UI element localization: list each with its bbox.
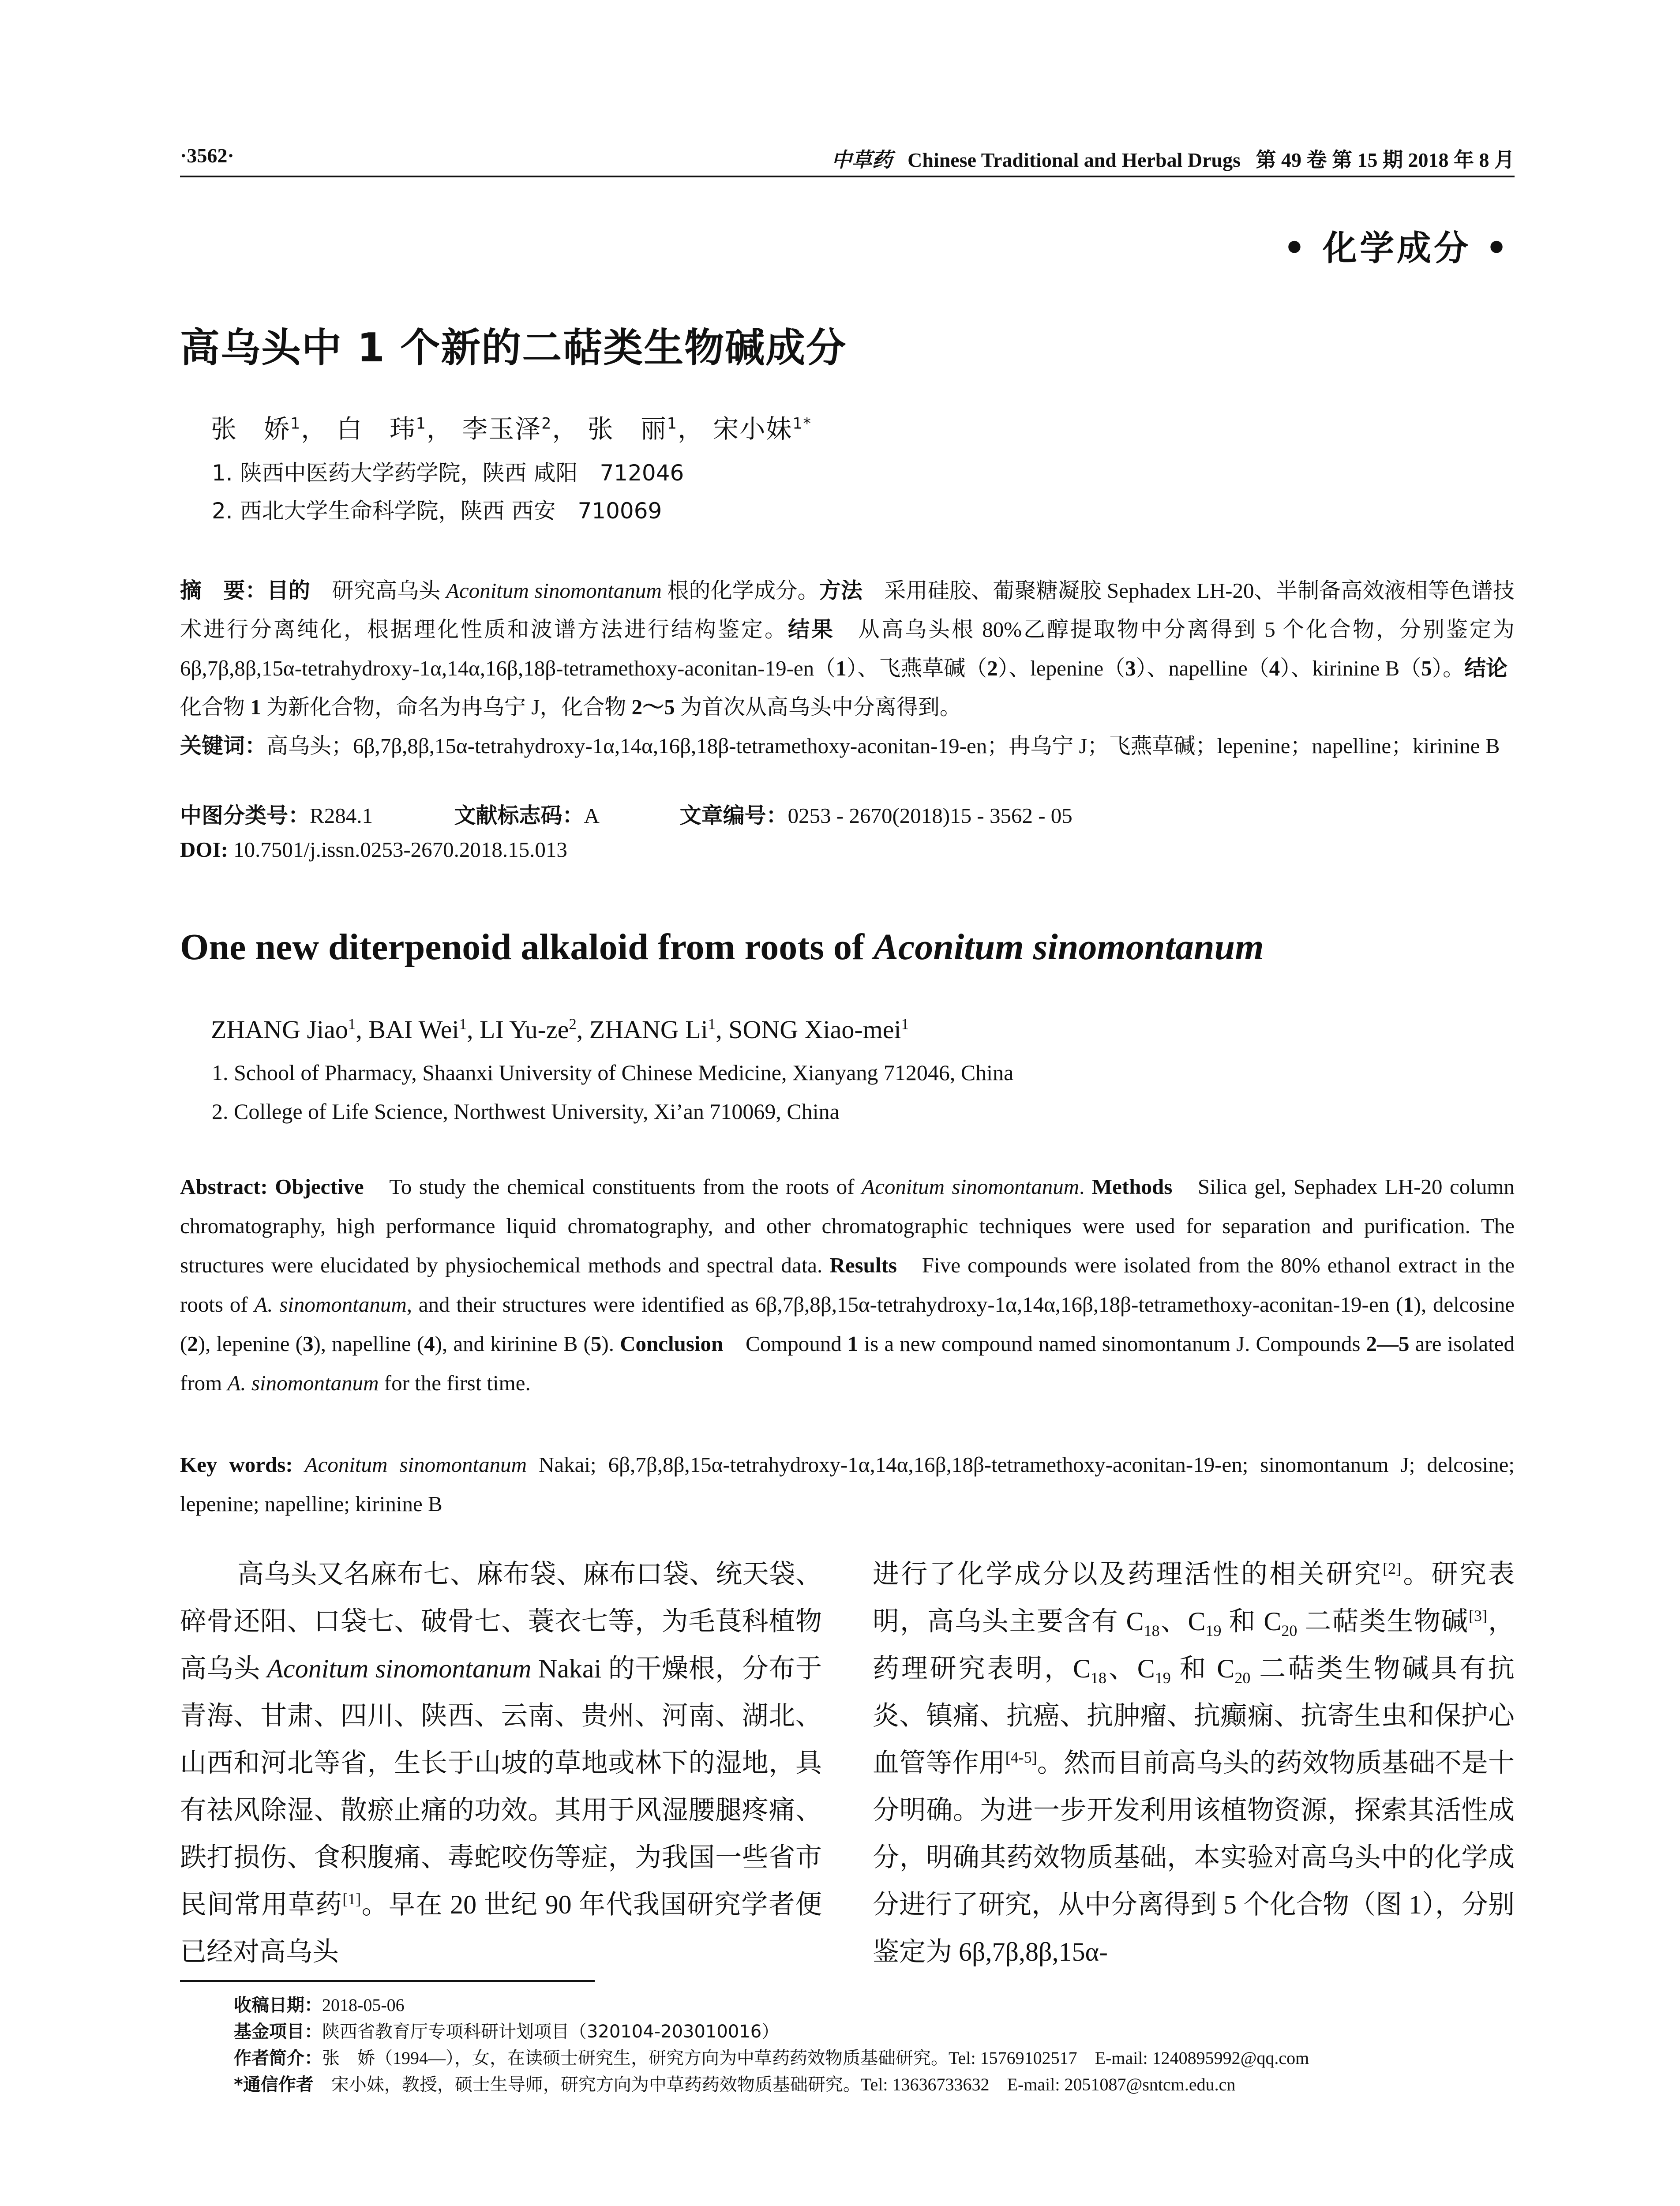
species-name: Aconitum sinomontanum xyxy=(304,1452,527,1477)
running-header xyxy=(180,140,1515,172)
results-text: ）、napelline（ xyxy=(1136,656,1269,680)
authors-en: ZHANG Jiao$^1$, BAI Wei$^1$, LI $Yu-ze^2$, ZHANG Li$^1$, SONG Xiao-mei$^1$ xyxy=(211,1015,909,1044)
results-text: , and their structures were identified as 6β,7β,8β,15α-tetrahydroxy-1α,14α,16β,18β-tetramethoxy-aconitan-19-en ( xyxy=(406,1292,1403,1317)
keywords-en xyxy=(180,1445,1515,1523)
compound-number: 1 xyxy=(250,695,261,719)
compound-number: 5 xyxy=(1421,656,1432,680)
doi-value: 10.7501/j.issn.0253-2670.2018.15.013 xyxy=(228,837,567,862)
title-zh: 高乌头中 1 个新的二萜类生物碱成分 xyxy=(180,325,847,371)
classification-row xyxy=(180,799,1072,829)
objective-label: 目的 xyxy=(266,578,311,603)
results-text: ）。 xyxy=(1432,656,1465,680)
footnote-author xyxy=(234,2044,1309,2069)
compound-number: 1 xyxy=(847,1332,859,1356)
subscript: 20 xyxy=(1234,1669,1251,1687)
body-column-right xyxy=(873,1551,1515,1976)
results-label: 结果 xyxy=(788,617,835,642)
author-en: BAI Wei xyxy=(368,1015,459,1044)
compound-range: 2～5 xyxy=(631,695,675,719)
footnote-received xyxy=(234,1991,405,2016)
footnote-label: 基金项目： xyxy=(234,2022,322,2042)
keywords-label: 关键词： xyxy=(180,733,267,758)
conclusion-label: 结论 xyxy=(1464,656,1508,681)
body-text: 二萜类生物碱具有抗炎、镇痛、抗癌、抗肿瘤、抗癫痫、抗寄生虫和保护心血管等作用 xyxy=(873,1654,1515,1778)
author-sup: 2 xyxy=(569,1015,577,1033)
body-text: 高乌头又名麻布七、麻布袋、麻布口袋、统天袋、碎骨还阳、口袋七、破骨七、蓑衣七等，为毛茛科植物高乌头 xyxy=(180,1560,822,1683)
objective-label: Objective xyxy=(275,1174,364,1199)
citation: [4-5] xyxy=(1005,1748,1037,1766)
species-name: A. sinomontanum xyxy=(227,1371,379,1395)
abstract-en: Abstract: Objective To study the chemical constituents from the roots of Aconitum sinomontanum. Methods Silica gel, Sephadex LH-20 column chromatography, high performance liquid chromatography, and other chromatographic techniques were used for separation and purification. The structures were elucidated by physiochemical methods and spectral data. Results Five compounds were isolated from the 80% ethanol extract in the roots of A. sinomontanum, and their structures were identified as 6β,7β,8β,15α-tetrahydroxy-1α,14α,16β,18β-tetramethoxy-aconitan-19-en (1), delcosine (2), lepenine (3), napelline (4), and kirinine B (5). Conclusion Compound 1 is a new compound named sinomontanum J. Compounds 2—5 are isolated from A. sinomontanum for the first time. xyxy=(180,1174,1515,1395)
conclusion-text: 为新化合物，命名为冉乌宁 J，化合物 xyxy=(261,695,632,719)
body-text: 。早在 20 世纪 90 年代我国研究学者便已经对高乌头 xyxy=(180,1890,822,1966)
compound-range: 2—5 xyxy=(1366,1332,1410,1356)
subscript: 18 xyxy=(1091,1669,1106,1687)
body-text: 二萜类生物碱 xyxy=(1297,1607,1469,1636)
author-sup: 2 xyxy=(541,415,552,433)
results-text: ）、飞燕草碱（ xyxy=(846,656,987,680)
subscript: 19 xyxy=(1155,1669,1171,1687)
results-text: Five compounds were isolated from the 80% ethanol extract in the roots of xyxy=(180,1253,1515,1317)
footnote-value: 2018-05-06 xyxy=(322,1995,405,2015)
body-text: 、C xyxy=(1159,1607,1206,1636)
results-text: ), and kirinine B ( xyxy=(435,1332,591,1356)
author-zh: 白 玮 xyxy=(336,414,416,444)
page-number: ·3562· xyxy=(180,144,234,167)
body-text: 和 C xyxy=(1221,1607,1282,1636)
author-sup: 1 xyxy=(348,1015,356,1033)
abstract-label: 摘 要： xyxy=(180,578,267,603)
author-sup: 1 xyxy=(708,1015,716,1033)
affiliation-zh: 1. 陕西中医药大学药学院，陕西 咸阳 712046 xyxy=(212,460,684,486)
footnote-label: 收稿日期： xyxy=(234,1995,322,2015)
results-text: ), napelline ( xyxy=(313,1332,424,1356)
compound-number: 4 xyxy=(1269,656,1280,680)
compound-number: 2 xyxy=(987,656,998,680)
author-sup: 1 xyxy=(667,415,678,433)
title-en-species: Aconitum sinomontanum xyxy=(873,927,1264,968)
conclusion-text: 化合物 xyxy=(180,656,1530,719)
objective-text: To study the chemical constituents from the roots of xyxy=(364,1174,862,1199)
body-text: Nakai 的干燥根，分布于青海、甘肃、四川、陕西、云南、贵州、河南、湖北、山西和河北等省，生长于山坡的草地或林下的湿地，具有祛风除湿、散瘀止痛的功效。其用于风湿腰腿疼痛、跌打损伤、食积腹痛、毒蛇咬伤等症，为我国一些省市民间常用草药 xyxy=(180,1654,822,1919)
author-en: ZHANG Li xyxy=(589,1015,708,1044)
author-en: LI Yu-ze xyxy=(480,1015,569,1044)
author-zh: 张 丽 xyxy=(587,414,667,444)
author-zh: 张 娇 xyxy=(211,414,291,444)
abstract-label: Abstract: xyxy=(180,1174,275,1199)
methods-text: Silica gel, Sephadex LH-20 column chromatography, high performance liquid chromatography, and other chromatographic techniques were used for separation and purification. The structures were elucidated by physiochemical methods and spectral data. xyxy=(180,1174,1515,1277)
methods-label: 方法 xyxy=(819,578,863,603)
methods-text: 采用硅胶、葡聚糖凝胶 Sephadex LH-20、半制备高效液相等色谱技术进行分离纯化，根据理化性质和波谱方法进行结构鉴定。 xyxy=(180,578,1515,642)
results-text: ), lepenine ( xyxy=(198,1332,303,1356)
journal-info xyxy=(832,144,1515,173)
body-text: 和 C xyxy=(1170,1654,1235,1683)
header-rule xyxy=(180,176,1515,177)
author-sup: 1* xyxy=(792,415,812,433)
doi-row xyxy=(180,837,567,862)
author-en: SONG Xiao-mei xyxy=(728,1015,901,1044)
citation: [2] xyxy=(1383,1560,1402,1577)
objective-text: 研究高乌头 xyxy=(310,578,446,603)
compound-number: 3 xyxy=(1125,656,1136,680)
results-text: ), delcosine ( xyxy=(180,1292,1515,1356)
author-zh: 李玉泽 xyxy=(462,414,542,444)
clc-value: R284.1 xyxy=(310,803,373,828)
author-sup: 1 xyxy=(459,1015,467,1033)
doc-code-value: A xyxy=(584,803,599,828)
conclusion-text: for the first time. xyxy=(379,1371,531,1395)
compound-number: 4 xyxy=(424,1332,435,1356)
methods-label: Methods xyxy=(1091,1174,1173,1199)
body-column-left xyxy=(180,1551,822,1976)
author-sup: 1 xyxy=(290,415,301,433)
conclusion-text: is a new compound named sinomontanum J. Compounds xyxy=(858,1332,1366,1356)
author-en: ZHANG Jiao xyxy=(211,1015,348,1044)
affiliation-en: 2. College of Life Science, Northwest University, Xi’an 710069, China xyxy=(212,1099,840,1124)
footnote-rule xyxy=(180,1980,595,1982)
doc-code-label: 文献标志码： xyxy=(454,803,584,828)
objective-text: 根的化学成分。 xyxy=(661,578,819,603)
conclusion-text: are isolated from xyxy=(180,1332,1515,1395)
footnote-label: 作者简介： xyxy=(234,2048,322,2068)
subscript: 20 xyxy=(1281,1622,1298,1639)
author-sup: 1 xyxy=(416,415,427,433)
footnote-label: *通信作者 xyxy=(234,2075,314,2095)
journal-name-zh: 中草药 xyxy=(831,149,892,171)
body-text: 。然而目前高乌头的药效物质基础不是十分明确。为进一步开发利用该植物资源，探索其活性成分，明确其药效物质基础，本实验对高乌头中的化学成分进行了研究，从中分离得到 5 个化合物（图 1），分别鉴定为 6β,7β,8β,15α- xyxy=(873,1748,1515,1966)
conclusion-text: 为首次从高乌头中分离得到。 xyxy=(675,695,961,719)
body-text: ，药理研究表明，C xyxy=(873,1607,1515,1683)
compound-number: 1 xyxy=(836,656,847,680)
species-name: Aconitum sinomontanum xyxy=(267,1654,532,1683)
authors-zh: 张 娇$^1$， 白 玮$^1$， 李玉泽$^2$， 张 丽$^1$， 宋小妹$^{1*}$ xyxy=(211,414,812,444)
subscript: 18 xyxy=(1144,1622,1160,1639)
results-label: Results xyxy=(829,1253,897,1277)
results-text: ). xyxy=(601,1332,614,1356)
citation: [3] xyxy=(1469,1607,1488,1624)
body-text: 。研究表明，高乌头主要含有 C xyxy=(873,1560,1515,1636)
subscript: 19 xyxy=(1205,1622,1222,1639)
clc-label: 中图分类号： xyxy=(180,803,310,828)
journal-name-en: Chinese Traditional and Herbal Drugs xyxy=(908,149,1241,171)
species-name: A. sinomontanum xyxy=(254,1292,407,1317)
conclusion-label: Conclusion xyxy=(620,1332,724,1356)
article-no-value: 0253 - 2670(2018)15 - 3562 - 05 xyxy=(788,803,1072,828)
title-en-text: One new diterpenoid alkaloid from roots of xyxy=(180,927,874,968)
body-text: 、C xyxy=(1106,1654,1155,1683)
doi-label: DOI: xyxy=(180,837,228,862)
author-zh: 宋小妹 xyxy=(713,414,793,444)
footnote-value: 陕西省教育厅专项科研计划项目（320104-203010016） xyxy=(322,2022,780,2042)
conclusion-text: Compound xyxy=(723,1332,848,1356)
footnote-value: 宋小妹，教授，硕士生导师，研究方向为中草药药效物质基础研究。Tel: 13636733632 E-mail: 2051087@sntcm.edu.cn xyxy=(313,2075,1236,2094)
abstract-zh xyxy=(180,571,1530,765)
footnote-corresponding xyxy=(234,2071,1235,2096)
footnote-value: 张 娇（1994—），女，在读硕士研究生，研究方向为中草药药效物质基础研究。Tel: 15769102517 E-mail: 1240895992@qq.com xyxy=(322,2048,1309,2068)
results-text: ）、lepenine（ xyxy=(998,656,1125,680)
keywords-text: Nakai; 6β,7β,8β,15α-tetrahydroxy-1α,14α,16β,18β-tetramethoxy-aconitan-19-en; sinomontanum J; delcosine; lepenine; napelline; kirinine B xyxy=(180,1452,1515,1516)
body-text: 进行了化学成分以及药理活性的相关研究 xyxy=(873,1560,1383,1589)
article-no-label: 文章编号： xyxy=(679,803,788,828)
compound-number: 3 xyxy=(302,1332,314,1356)
journal-issue: 第 49 卷 第 15 期 2018 年 8 月 xyxy=(1256,149,1515,171)
keywords-zh: 高乌头；6β,7β,8β,15α-tetrahydroxy-1α,14α,16β,18β-tetramethoxy-aconitan-19-en；冉乌宁 J；飞燕草碱；lepenine；napelline；kirinine B xyxy=(266,734,1500,758)
species-name: Aconitum sinomontanum xyxy=(446,578,662,603)
citation: [1] xyxy=(342,1890,361,1908)
affiliation-zh: 2. 西北大学生命科学院，陕西 西安 710069 xyxy=(212,498,662,524)
species-name: Aconitum sinomontanum xyxy=(862,1174,1080,1199)
title-en xyxy=(180,926,1264,968)
affiliation-en: 1. School of Pharmacy, Shaanxi University of Chinese Medicine, Xianyang 712046, China xyxy=(212,1060,1014,1085)
compound-number: 2 xyxy=(187,1332,198,1356)
compound-number: 1 xyxy=(1403,1292,1414,1317)
author-sup: 1 xyxy=(901,1015,909,1033)
results-text: 从高乌头根 80%乙醇提取物中分离得到 5 个化合物，分别鉴定为 6β,7β,8β,15α-tetrahydroxy-1α,14α,16β,18β-tetramethoxy-aconitan-19-en（ xyxy=(180,617,1515,680)
section-tag: • 化学成分 • xyxy=(1283,229,1510,268)
results-text: ）、kirinine B（ xyxy=(1280,656,1421,680)
keywords-label: Key words: xyxy=(180,1452,305,1477)
compound-number: 5 xyxy=(590,1332,602,1356)
footnote-fund xyxy=(234,2018,779,2043)
